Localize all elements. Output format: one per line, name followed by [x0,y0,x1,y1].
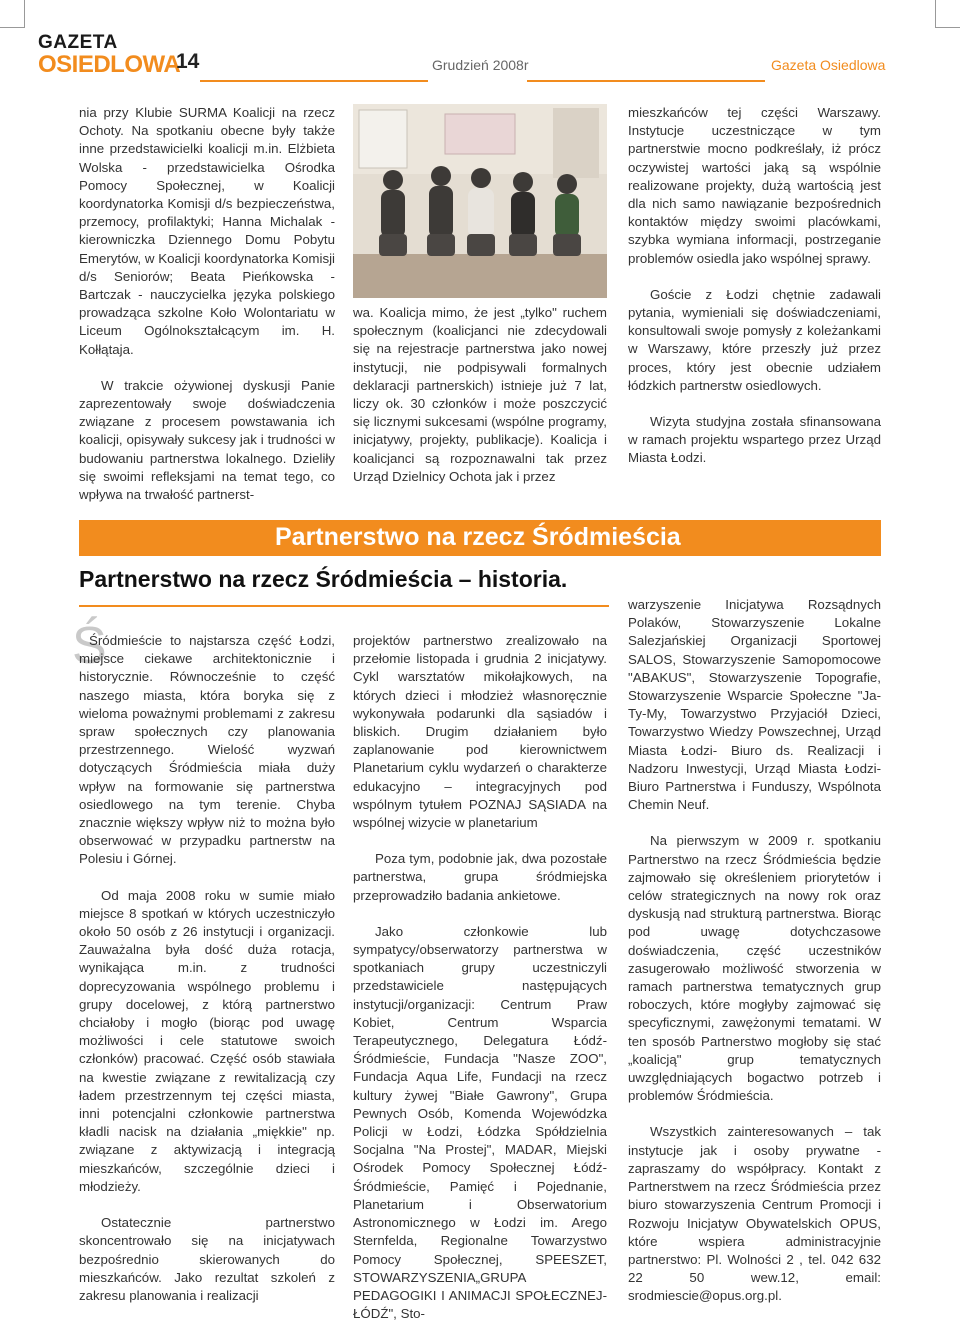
paragraph: Ostatecznie partnerstwo skoncentrowało się na inicjatywach bezpośrednio skierowanych do mieszkańców. Jako rezultat szkoleń z zakresu planowania i realizacji [79,1215,335,1303]
logo-bottom-text: OSIEDLOWA [38,51,181,78]
crop-mark-top-left [0,0,25,28]
crop-mark-top-right [935,0,960,28]
article-column-2 [353,632,607,1323]
header-rule-right [527,80,765,82]
paragraph: W trakcie ożywionej dyskusji Panie zaprezentowały swoje doświadczenia związane z procesem powstawania ich koalicji, opisywały sukcesy jak i trudności w budowaniu partnerstwa lokalnego. Dzieliły się swoimi refleksjami na temat tego, co wpływa na trwałość partnerst- [79,377,335,503]
paragraph: Wizyta studyjna została sfinansowana w ramach projektu wspartego przez Urząd Miasta Łodzi. [628,414,881,466]
article-title: Partnerstwo na rzecz Śródmieścia – historia. [79,566,568,592]
paragraph: mieszkańców tej części Warszawy. Instytucje uczestniczące w tym partnerstwie mocno podkreślały, iż prócz oczywistej wartości jaką są wspólnie realizowane projekty, dużą wartością jest dla nich samo nawiązanie bezpośrednich kontaktów między swoimi placówkami, szybka wymiana informacji, postrzeganie problemów osiedla jako wspólnej sprawy. [628,105,881,266]
section-title: Partnerstwo na rzecz Śródmieścia [275,523,681,551]
paragraph: Na pierwszym w 2009 r. spotkaniu Partnerstwo na rzecz Śródmieścia będzie zajmowało się określeniem priorytetów i celów strategicznych na nowy rok oraz dyskusją nad strukturą partnerstwa. Biorąc pod uwagę dotychczasowe doświadczenia, część uczestników zasugerowało możliwość stworzenia w ramach partnerstwa tematycznych grup roboczych, które mogłyby zajmować się specyficznymi, zawężonymi tematami. W ten sposób Partnerstwo mogłoby się stać „koalicją" grup tematycznych uwzględniających bogactwo potrzeb i problemów Śródmieścia. [628,833,881,1104]
top-column-3 [628,104,881,468]
header-brand: Gazeta Osiedlowa [771,57,886,73]
article-title-rule [79,605,609,607]
article-column-3 [628,596,881,1306]
paragraph: Poza tym, podobnie jak, dwa pozostałe partnerstwa, grupa śródmiejska przeprowadziło badania ankietowe. [353,851,607,903]
paragraph: Od maja 2008 roku w sumie miało miejsce 8 spotkań w których uczestniczyło około 50 osób z 26 instytucji i organizacji. Zauważalna była dość duża rotacja, wynikająca m.in. z trudności doprecyzowania wspólnego problemu i grupy docelowej, z którą partnerstwo chciałoby i mogło (biorąc pod uwagę możliwości i cele statutowe swoich członków) pracować. Część osób stawiała na kwestie związane z rewitalizacją czy ładem przestrzennym tej części miasta, inni potencjalni członkowie partnerstwa kładli nacisk na działania „miękkie" np. związane z aktywizacją i integracją mieszkańców, szczególnie dzieci i młodzieży. [79,887,335,1194]
logo-top-text: GAZETA [38,32,118,53]
gazeta-logo [38,32,181,78]
article-column-1 [79,632,335,1305]
paragraph: Wszystkich zainteresowanych – tak instytucje jak i osoby prywatne - zapraszamy do współpracy. Kontakt z Partnerstwem na rzecz Śródmieścia przez biuro stowarzyszenia Centrum Promocji i Rozwoju Inicjatyw Obywatelskich OPUS, które wspiera administracyjnie partnerstwo: Pl. Wolności 2 , tel. 042 632 22 50 wew.12, email: srodmiescie@opus.org.pl. [628,1124,881,1304]
drop-cap: Ś [72,617,107,675]
paragraph: projektów partnerstwo zrealizowało na przełomie listopada i grudnia 2 inicjatywy. Cykl warsztatów mikołajkowych, na których dzieci i młodzież własnoręcznie wykonywała podarunki dla sąsiadów i bliskich. Drugim działaniem było zaplanowanie pod kierownictwem Planetarium cyklu wydarzeń o charakterze edukacyjno – integracyjnych pod wspólnym tytułem POZNAJ SĄSIADA na wspólnej wizycie w planetarium [353,633,607,831]
paragraph: Śródmieście to najstarsza część Łodzi, miejsce ciekawe architektonicznie i historycznie. Równocześnie to część naszego miasta, która boryka się z wieloma poważnymi problemami z zakresu spraw społecznych czy planowania przestrzennego. Wielość wyzwań dotyczących Śródmieścia miała duży wpływ na formowanie się partnerstwa osiedlowego na tym terenie. Chyba znacznie większy wpływ niż to można było obserwować w przypadku partnerstw na Polesiu i Górnej. [79,633,335,867]
top-column-1 [79,104,335,504]
top-column-2 [353,304,607,486]
header-rule-left [200,80,428,82]
paragraph: Goście z Łodzi chętnie zadawali pytania, wymieniali się doświadczeniami, konsultowali swoje pomysły z koleżankami w Warszawy, które przeszły już przez proces, który jest obecnie udziałem łódzkich partnerstw osiedlowych. [628,286,881,393]
meeting-photo [353,104,607,298]
page-number: 14 [176,50,200,73]
paragraph: wa. Koalicja mimo, że jest „tylko" ruchem społecznym (koalicjanci nie zdecydowali się na rejestracje partnerstwa jako nowej instytucji, nie podpisywali formalnych deklaracji partnerskich) istnieje już 7 lat, liczy ok. 30 członków i może poszczycić się licznymi sukcesami (wspólne programy, inicjatywy, projekty, publikacje). Koalicja i koalicjanci są rozpoznawalni tak przez Urząd Dzielnicy Ochota jak i przez [353,305,607,484]
issue-date: Grudzień 2008r [432,57,529,73]
paragraph: warzyszenie Inicjatywa Rozsądnych Polaków, Stowarzyszenie Lokalne Salezjańskiej Organizacji Sportowej SALOS, Stowarzyszenie Samopomocowe "ABAKUS", Stowarzyszenie Topografie, Stowarzyszenie Wsparcie Społeczne "Ja-Ty-My, Towarzystwo Przyjaciół Dzieci, Towarzystwo Wiedzy Powszechnej, Urząd Miasta Łodzi- Biuro ds. Realizacji i Nadzoru Inwestycji, Urząd Miasta Łodzi- Biuro Partnerstwa i Funduszy, Wspólnota Chemin Neuf. [628,597,881,813]
meeting-photo-illustration [353,104,607,298]
paragraph: nia przy Klubie SURMA Koalicji na rzecz Ochoty. Na spotkaniu obecne były także inne przedstawicielki koalicji m.in. Elżbieta Wolska - przedstawicielka Ośrodka Pomocy Społecznej, w Koalicji koordynatorka Komisji d/s bezpieczeństwa, przemocy, profilaktyki; Hanna Michalak - kierowniczka Dziennego Domu Pobytu Emerytów, w Koalicji koordynatorka Komisji d/s Seniorów; Beata Pieńkowska - Bartczak - nauczycielka języka polskiego prowadząca szkolne Koło Wolontariatu w Liceum Ogólnokształcącym im. H. Kołłątaja. [79,105,335,357]
paragraph: Jako członkowie lub sympatycy/obserwatorzy partnerstwa w spotkaniach grupy uczestniczyli przedstawiciele następujących instytucji/organizacji: Centrum Praw Kobiet, Centrum Wsparcia Terapeutycznego, Delegatura Łódź- Śródmieście, Fundacja "Nasze ZOO", Fundacja Aqua Life, Fundacji na rzecz kultury żywej "Białe Gawrony", Grupa Pewnych Osób, Komenda Wojewódzka Policji w Łodzi, Łódzka Spółdzielnia Socjalna "Na Prostej", MADAR, Miejski Ośrodek Pomocy Społecznej Łódź-Śródmieście, Pamięć i Pojednanie, Planetarium i Obserwatorium Astronomicznego w Łodzi im. Arego Sternfelda, Regionalne Towarzystwo Pomocy Społecznej, SPEESZET, STOWARZYSZENIA„GRUPA PEDAGOGIKI I ANIMACJI SPOŁECZNEJ- ŁÓDŹ", Sto- [353,923,607,1322]
